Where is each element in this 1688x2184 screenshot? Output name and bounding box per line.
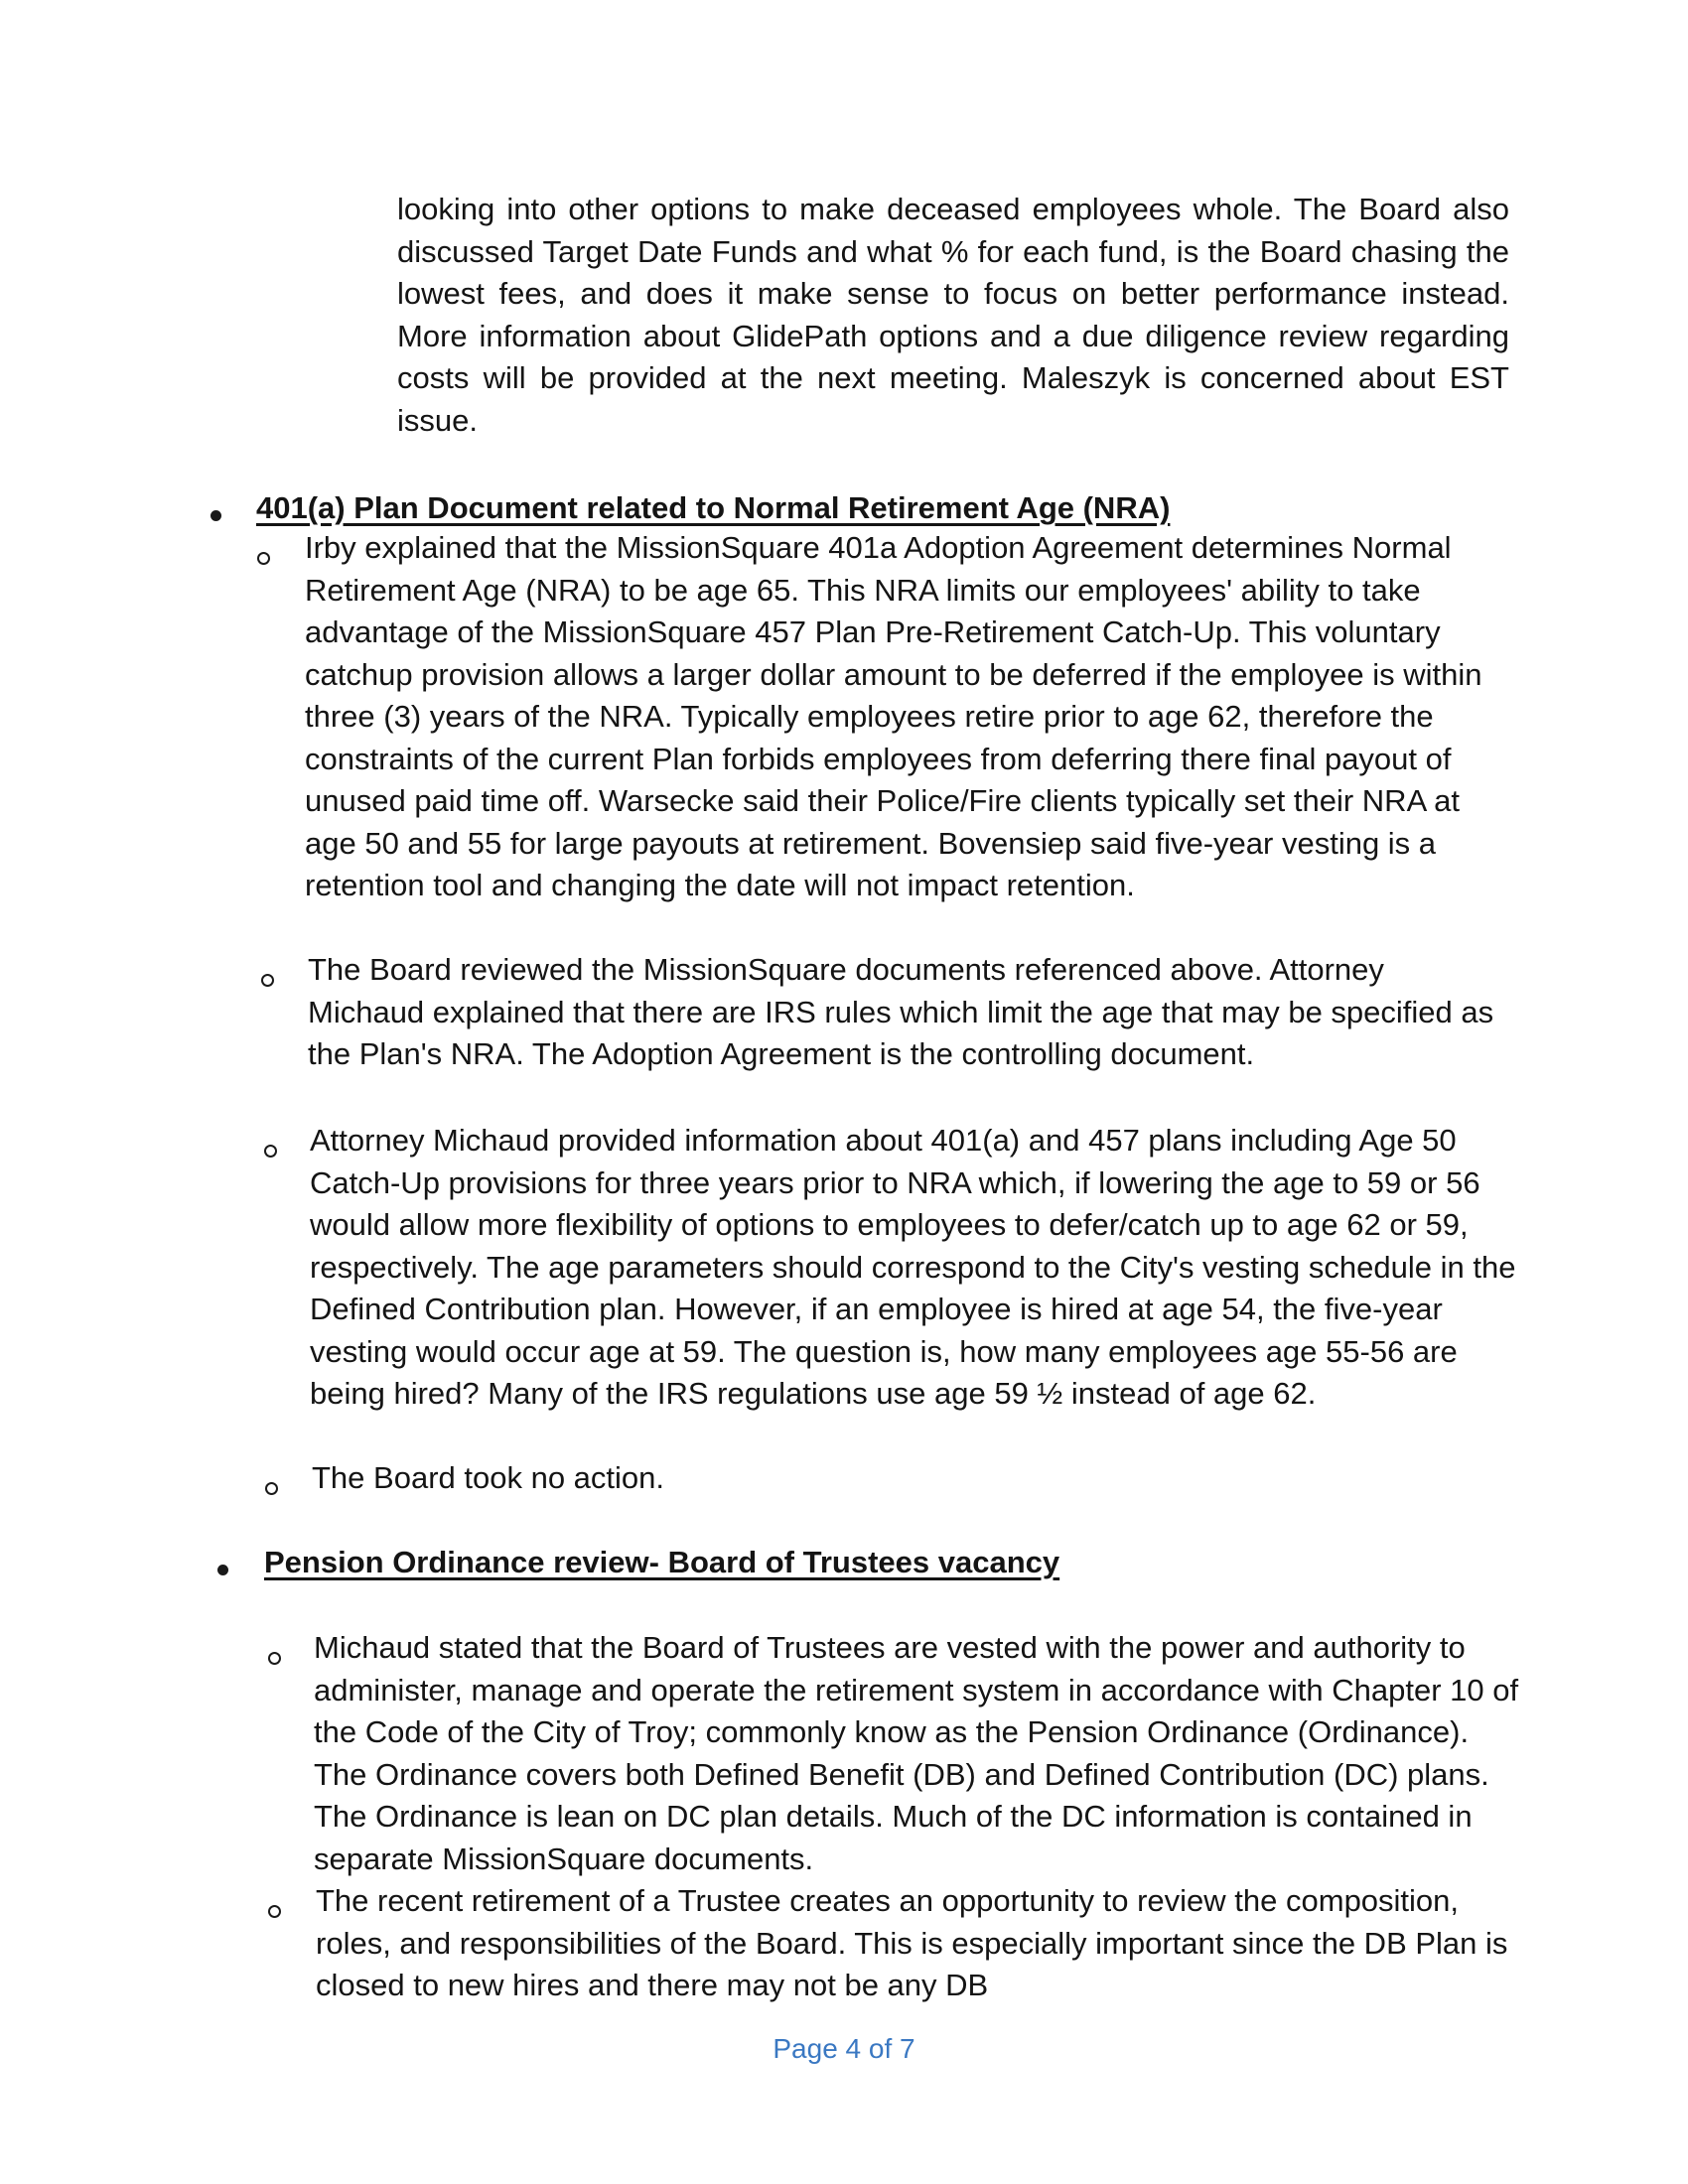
section2-bullet — [217, 1565, 228, 1575]
intro-paragraph: looking into other options to make deceased employees whole. The Board also discussed Target Date Funds and what % for each fund, is the Board chasing the lowest fees, and does it make sense to focus on better performance instead. More information about GlidePath options and a due diligence review regarding costs will be provided at the next meeting. Maleszyk is concerned about EST issue. — [397, 192, 1509, 438]
section1-item1-marker — [257, 552, 270, 565]
section2-item1-marker — [268, 1652, 281, 1665]
section1-heading: 401(a) Plan Document related to Normal Retirement Age (NRA) — [256, 490, 1171, 525]
section1-item2: The Board reviewed the MissionSquare documents referenced above. Attorney Michaud explained that there are IRS rules which limit the age that may be specified as the Plan's NRA. The Adoption Agreement is the controlling document. — [308, 952, 1494, 1071]
section1-bullet — [211, 510, 221, 521]
section1-item4-marker — [265, 1482, 278, 1495]
section1-item3: Attorney Michaud provided information about 401(a) and 457 plans including Age 50 Catch-Up provisions for three years prior to NRA which, if lowering the age to 59 or 56 would allow more flexibility of options to employees to defer/catch up to age 62 or 59, respectively. The age parameters should correspond to the City's vesting schedule in the Defined Contribution plan. However, if an employee is hired at age 54, the five-year vesting would occur age at 59. The question is, how many employees age 55-56 are being hired? Many of the IRS regulations use age 59 ½ instead of age 62. — [310, 1123, 1516, 1411]
section1-item1: Irby explained that the MissionSquare 401a Adoption Agreement determines Normal Retirement Age (NRA) to be age 65. This NRA limits our employees' ability to take advantage of the MissionSquare 457 Plan Pre-Retirement Catch-Up. This voluntary catchup provision allows a larger dollar amount to be deferred if the employee is within three (3) years of the NRA. Typically employees retire prior to age 62, therefore the constraints of the current Plan forbids employees from deferring there final payout of unused paid time off. Warsecke said their Police/Fire clients typically set their NRA at age 50 and 55 for large payouts at retirement. Bovensiep said five-year vesting is a retention tool and changing the date will not impact retention. — [305, 530, 1482, 902]
section2-item1: Michaud stated that the Board of Trustees are vested with the power and authority to administer, manage and operate the retirement system in accordance with Chapter 10 of the Code of the City of Troy; commonly know as the Pension Ordinance (Ordinance). The Ordinance covers both Defined Benefit (DB) and Defined Contribution (DC) plans. The Ordinance is lean on DC plan details. Much of the DC information is contained in separate MissionSquare documents. — [314, 1630, 1519, 1876]
section2-heading: Pension Ordinance review- Board of Trustees vacancy — [264, 1545, 1060, 1579]
section2-item2-marker — [268, 1905, 281, 1918]
section1-item4: The Board took no action. — [312, 1460, 665, 1495]
section1-item3-marker — [264, 1145, 277, 1158]
section2-item2: The recent retirement of a Trustee creates an opportunity to review the composition, roles, and responsibilities of the Board. This is especially important since the DB Plan is closed to new hires and there may not be any DB — [316, 1883, 1508, 2002]
section1-item2-marker — [261, 974, 274, 987]
page-number-footer: Page 4 of 7 — [773, 2033, 915, 2064]
